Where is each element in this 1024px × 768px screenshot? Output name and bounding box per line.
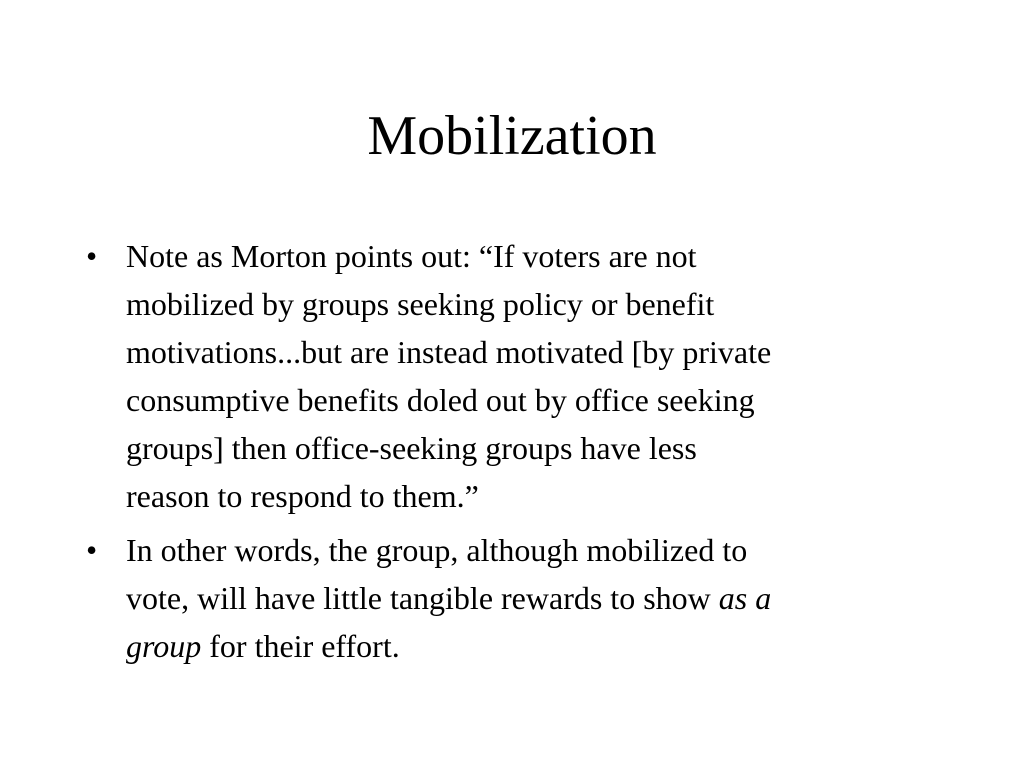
- bullet-1-line-1: Note as Morton points out: “If voters are not: [126, 238, 697, 274]
- bullet-1-line-2: mobilized by groups seeking policy or benefit: [126, 286, 715, 322]
- bullet-2-line-2: vote, will have little tangible rewards to show: [126, 580, 719, 616]
- bullet-2-emphasis-group: group: [126, 628, 202, 664]
- bullet-item-1: [86, 232, 956, 520]
- bullet-1-line-4: consumptive benefits doled out by office seeking: [126, 382, 755, 418]
- bullet-1-line-6: reason to respond to them.”: [126, 478, 479, 514]
- bullet-1-line-3: motivations...but are instead motivated [by private: [126, 334, 772, 370]
- bullet-2-line-1: In other words, the group, although mobilized to: [126, 532, 748, 568]
- bullet-icon: •: [86, 532, 98, 568]
- slide-title: Mobilization: [367, 105, 657, 167]
- bullet-1-line-5: groups] then office-seeking groups have less: [126, 430, 697, 466]
- bullet-2-line-3: for their effort.: [201, 628, 400, 664]
- bullet-item-2: [86, 526, 956, 670]
- bullet-icon: •: [86, 238, 98, 274]
- bullet-2-emphasis-as-a: as a: [718, 580, 772, 616]
- bullet-list: [86, 232, 956, 676]
